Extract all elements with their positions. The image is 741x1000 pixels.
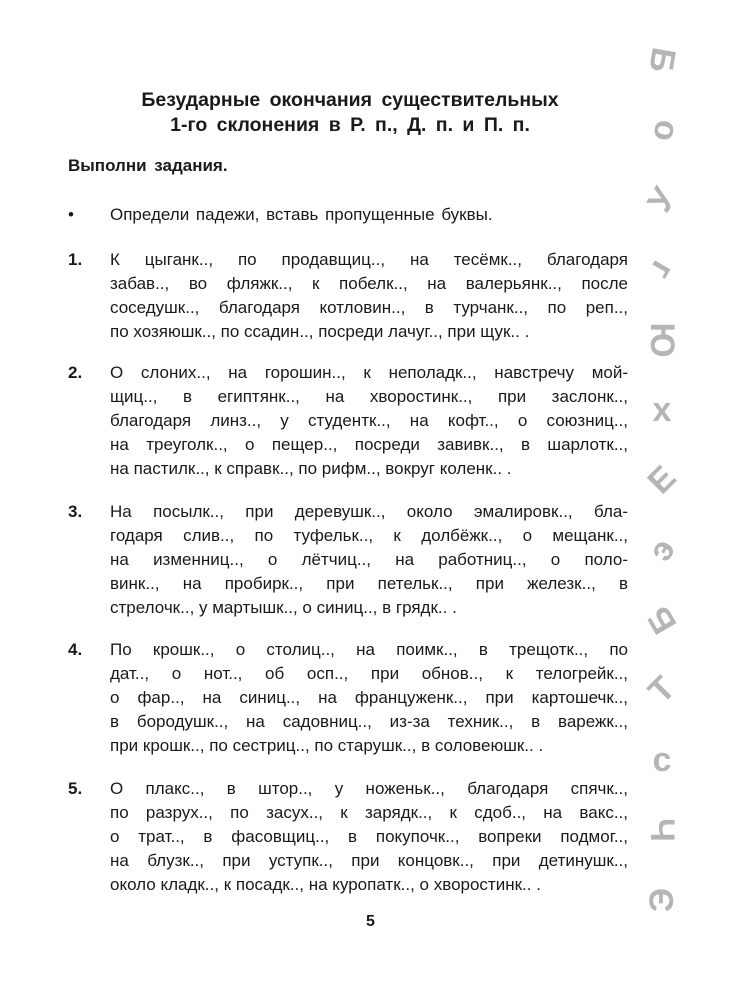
decorative-letter: Б xyxy=(641,44,683,76)
exercise-number: 4. xyxy=(68,640,83,659)
exercise-line: по хозяюшк.., по ссадин.., посреди лачуг.., при щук.. . xyxy=(110,322,530,341)
exercise-line: о трат.., в фасовщиц.., в покупочк.., вопреки подмог.., xyxy=(110,827,628,846)
exercise-line: винк.., на пробирк.., при петельк.., при железк.., в xyxy=(110,574,628,593)
exercise-text xyxy=(110,777,628,897)
exercise-text xyxy=(110,361,628,481)
exercise-text xyxy=(110,500,628,620)
exercise-line: соседушк.., благодаря котловин.., в турчанк.., по реп.., xyxy=(110,298,628,317)
exercise-line: щиц.., в египтянк.., на хворостинк.., при заслонк.., xyxy=(110,387,628,406)
decorative-letter: г xyxy=(642,254,683,286)
exercise-3 xyxy=(68,500,628,620)
instruction-text: Определи падежи, вставь пропущенные буквы. xyxy=(110,205,493,224)
page-title xyxy=(60,88,640,138)
exercise-line: годаря слив.., по туфельк.., к долбёжк.., о мещанк.., xyxy=(110,526,628,545)
title-line-2: 1-го склонения в Р. п., Д. п. и П. п. xyxy=(170,114,530,136)
exercise-line: благодаря линз.., у студентк.., на кофт.., о союзниц.., xyxy=(110,411,628,430)
decorative-letter: Ч xyxy=(643,818,681,842)
exercise-text xyxy=(110,638,628,758)
exercise-line: о фар.., на синиц.., на француженк.., при картошечк.., xyxy=(110,688,628,707)
decorative-letter: о xyxy=(641,116,683,144)
decorative-letter: Е xyxy=(640,458,684,502)
decorative-letters xyxy=(639,40,685,980)
decorative-letter: х xyxy=(652,391,672,429)
exercise-number: 5. xyxy=(68,779,83,798)
exercise-line: по разрух.., по засух.., к зарядк.., к сдоб.., на вакс.., xyxy=(110,803,628,822)
decorative-letter: э xyxy=(640,532,684,568)
exercise-text xyxy=(110,248,628,344)
exercise-1 xyxy=(68,248,628,344)
decorative-letter: Ю xyxy=(643,322,681,358)
exercise-2 xyxy=(68,361,628,481)
exercise-line: На посылк.., при деревушк.., около эмалировк.., бла- xyxy=(110,502,628,521)
bullet-icon: • xyxy=(68,205,74,224)
exercise-line: К цыганк.., по продавщиц.., на тесёмк.., благодаря xyxy=(110,250,628,269)
exercise-number: 1. xyxy=(68,250,83,269)
exercise-line: при крошк.., по сестриц.., по старушк.., в соловеюшк.. . xyxy=(110,736,544,755)
decorative-letter: У xyxy=(640,181,684,219)
title-line-1: Безударные окончания существительных xyxy=(141,89,559,111)
exercise-line: стрелочк.., у мартышк.., о синиц.., в грядк.. . xyxy=(110,598,457,617)
exercise-line: на изменниц.., о лётчиц.., на работниц.., о поло- xyxy=(110,550,628,569)
exercise-line: О плакс.., в штор.., у ноженьк.., благодаря спячк.., xyxy=(110,779,628,798)
exercise-line: около кладк.., к посадк.., на куропатк.., о хворостинк.. . xyxy=(110,875,541,894)
exercise-line: на треуголк.., о пещер.., посреди завивк.., в шарлотк.., xyxy=(110,435,628,454)
decorative-letter: Э xyxy=(643,887,681,913)
exercise-line: дат.., о нот.., об осп.., при обнов.., к телогрейк.., xyxy=(110,664,628,683)
exercise-line: в бородушк.., на садовниц.., из-за техник.., в варежк.., xyxy=(110,712,628,731)
decorative-letter: Т xyxy=(641,669,683,711)
exercise-5 xyxy=(68,777,628,897)
decorative-letter: Б xyxy=(639,599,685,641)
exercise-line: По крошк.., о столиц.., на поимк.., в трещотк.., по xyxy=(110,640,628,659)
exercise-line: на блузк.., при уступк.., при концовк.., при детинушк.., xyxy=(110,851,628,870)
exercise-line: на пастилк.., к справк.., по рифм.., вокруг коленк.. . xyxy=(110,459,512,478)
exercise-number: 2. xyxy=(68,363,83,382)
page-number: 5 xyxy=(366,913,375,930)
exercise-number: 3. xyxy=(68,502,83,521)
exercise-4 xyxy=(68,638,628,758)
exercise-line: О слоних.., на горошин.., к неполадк.., навстречу мой- xyxy=(110,363,628,382)
decorative-letter: с xyxy=(652,741,672,779)
task-heading: Выполни задания. xyxy=(68,156,228,175)
exercise-line: забав.., во фляжк.., к побелк.., на валерьянк.., после xyxy=(110,274,628,293)
